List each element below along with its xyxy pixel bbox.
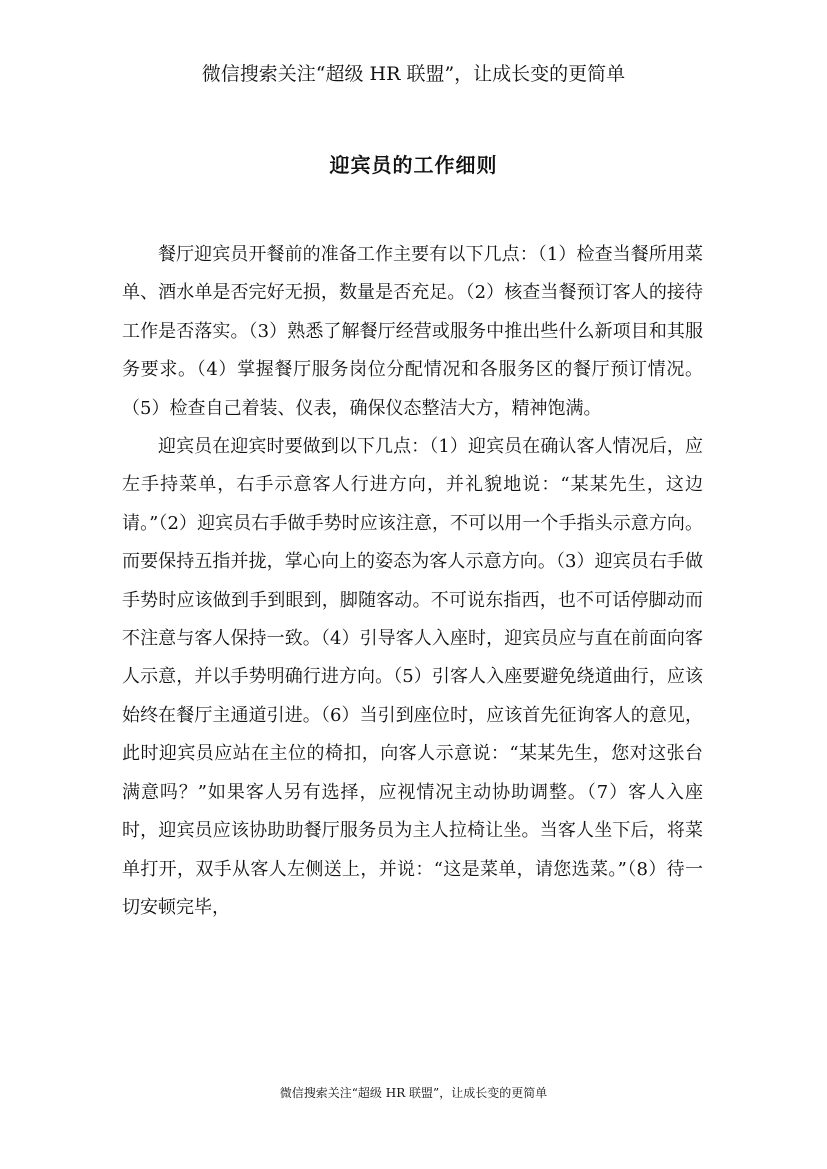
- paragraph-greeting: 迎宾员在迎宾时要做到以下几点：（1）迎宾员在确认客人情况后，应左手持菜单，右手示意客人行进方向，并礼貌地说：“某某先生，这边请。”（2）迎宾员右手做手势时应该注意，不可以用一个手指头示意方向。而要保持五指并拢，掌心向上的姿态为客人示意方向。（3）迎宾员右手做手势时应该做到手到眼到，脚随客动。不可说东指西，也不可话停脚动而不注意与客人保持一致。（4）引导客人入座时，迎宾员应与直在前面向客人示意，并以手势明确行进方向。（5）引客人入座要避免绕道曲行，应该始终在餐厅主通道引进。（6）当引到座位时，应该首先征询客人的意见，此时迎宾员应站在主位的椅扣，向客人示意说：“某某先生，您对这张台满意吗？”如果客人另有选择，应视情况主动协助调整。（7）客人入座时，迎宾员应该协助助餐厅服务员为主人拉椅让坐。当客人坐下后，将菜单打开，双手从客人左侧送上，并说：“这是菜单，请您选菜。”（8）待一切安顿完毕，: [122, 436, 703, 918]
- paragraph-preparation: 餐厅迎宾员开餐前的准备工作主要有以下几点：（1）检查当餐所用菜单、酒水单是否完好无损，数量是否充足。（2）核查当餐预订客人的接待工作是否落实。（3）熟悉了解餐厅经营或服务中推出些什么新项目和其服务要求。（4）掌握餐厅服务岗位分配情况和各服务区的餐厅预订情况。（5）检查自己着装、仪表，确保仪态整洁大方，精神饱满。: [122, 244, 703, 419]
- page-footer: 微信搜索关注“超级 HR 联盟”，让成长变的更简单: [279, 1086, 548, 1100]
- document-body: [122, 236, 703, 927]
- document-title: 迎宾员的工作细则: [329, 153, 498, 177]
- page-header: 微信搜索关注“超级 HR 联盟”，让成长变的更简单: [201, 63, 626, 85]
